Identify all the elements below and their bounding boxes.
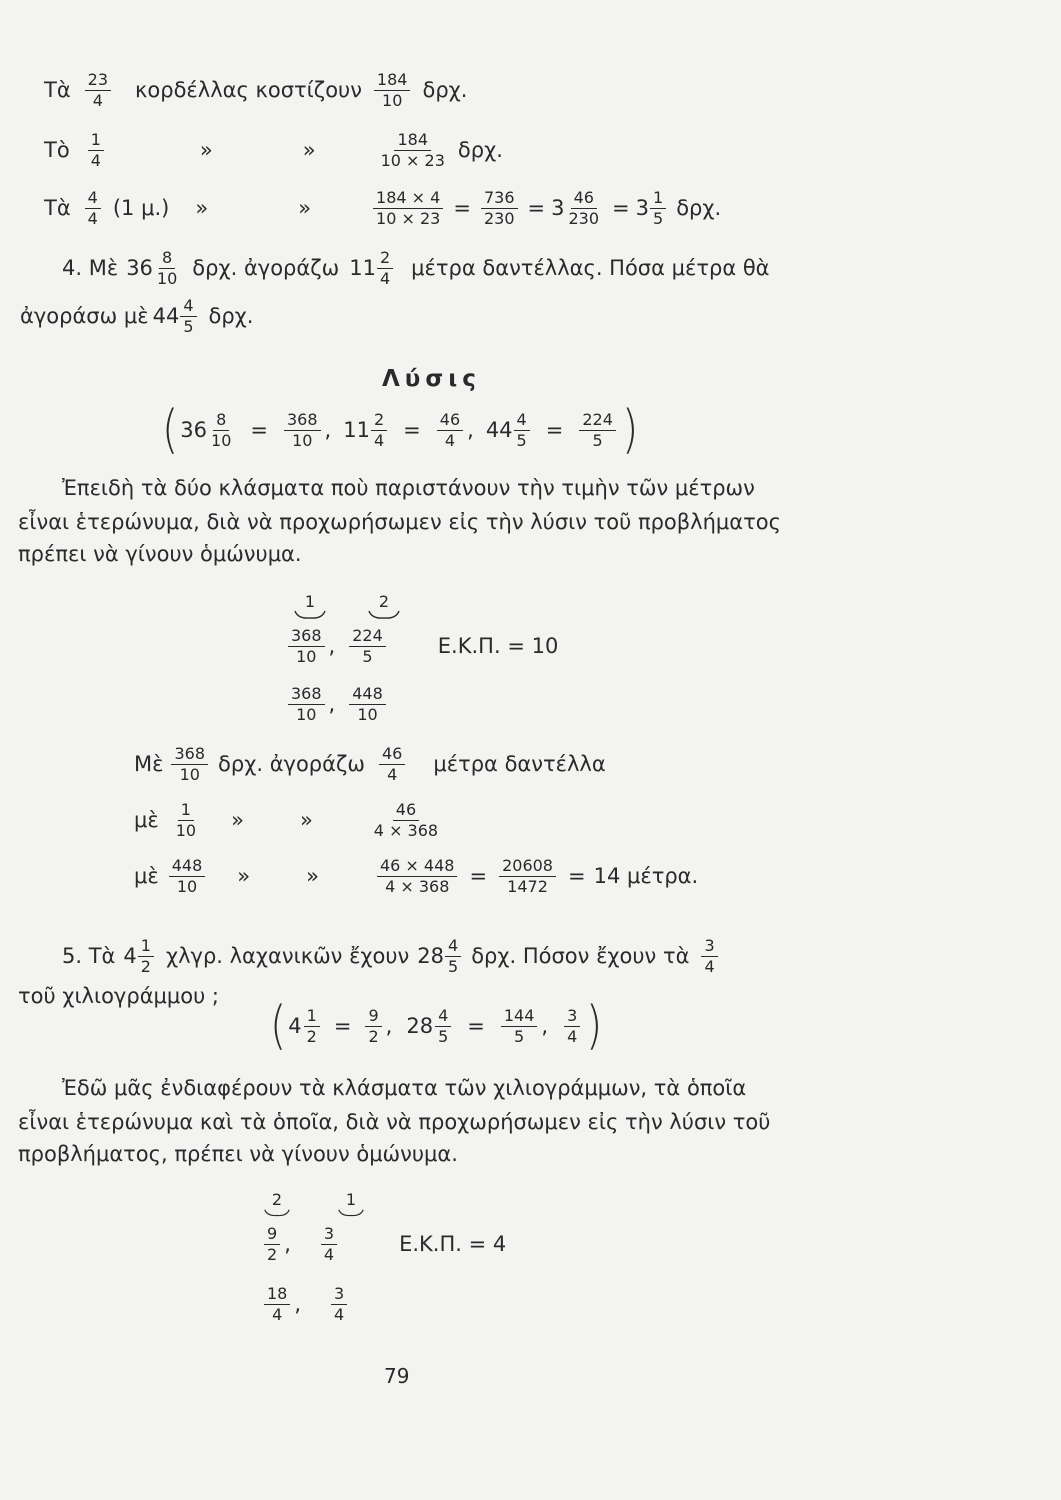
denominator: 2 — [368, 1026, 379, 1046]
multiplier — [290, 594, 330, 620]
equals-sign: = — [567, 864, 586, 888]
equals-sign: = — [469, 864, 488, 888]
numerator: 3 — [331, 1286, 347, 1305]
lcm-label: Ε.Κ.Π. = 10 — [437, 634, 559, 658]
multiplier — [336, 1192, 366, 1218]
step-text: μέτρα δαντέλλα — [433, 752, 606, 776]
whole-part: 44 — [485, 417, 513, 442]
fraction — [564, 1005, 580, 1046]
fraction — [288, 628, 325, 665]
numerator: 1 — [138, 938, 154, 957]
p5-paragraph-line-2 — [18, 1112, 770, 1133]
fraction — [284, 409, 321, 450]
numerator: 18 — [264, 1286, 290, 1305]
ditto-mark: » — [195, 196, 209, 220]
numerator: 1 — [304, 1008, 320, 1027]
whole-part: 36 — [180, 417, 208, 442]
whole-part: 11 — [349, 256, 376, 280]
p4-fractions-a — [284, 628, 558, 665]
ditto-mark: » — [302, 138, 316, 162]
denominator: 10 — [175, 821, 197, 840]
denominator: 5 — [592, 430, 603, 450]
ditto-mark: » — [199, 138, 213, 162]
denominator: 5 — [516, 430, 527, 450]
p3-line-3 — [44, 190, 721, 227]
fraction — [373, 190, 443, 227]
denominator: 10 — [292, 430, 313, 450]
p5-number: 5. Τὰ — [62, 944, 116, 968]
denominator: 10 — [179, 765, 200, 784]
fraction — [173, 802, 199, 839]
paragraph-text: εἶναι ἑτερώνυμα, διὰ νὰ προχωρήσωμεν εἰς τὴν λύσιν τοῦ προβλήματος — [18, 510, 781, 534]
close-paren: ) — [621, 400, 639, 460]
close-paren: ) — [586, 996, 603, 1056]
denominator: 5 — [653, 209, 664, 228]
denominator: 4 — [379, 269, 391, 288]
p3-l3-article: Τὰ — [44, 196, 71, 220]
denominator: 4 — [704, 957, 715, 976]
brace-icon — [264, 1208, 290, 1218]
ditto-mark: » — [231, 808, 244, 832]
open-paren: ( — [162, 400, 179, 460]
numerator: 368 — [288, 686, 325, 705]
fraction — [85, 72, 111, 109]
p5-paragraph-line-3 — [18, 1144, 458, 1165]
fraction — [501, 1005, 538, 1046]
numerator: 4 — [514, 412, 530, 431]
fraction — [650, 190, 666, 227]
p4-paragraph-line-3 — [18, 544, 302, 565]
step-text: Μὲ — [134, 752, 164, 776]
whole-part: 4 — [123, 944, 137, 968]
fraction — [371, 409, 387, 450]
denominator: 1472 — [507, 877, 548, 896]
multiplier — [262, 1192, 292, 1218]
numerator: 736 — [481, 190, 518, 209]
p5-fractions-a — [260, 1226, 506, 1263]
numerator: 2 — [371, 412, 387, 431]
p5-fractions-b — [260, 1286, 351, 1323]
denominator: 5 — [438, 1026, 449, 1046]
fraction — [169, 858, 206, 895]
step-text: μὲ — [134, 808, 159, 832]
denominator: 4 — [567, 1026, 578, 1046]
numerator: 368 — [171, 746, 208, 765]
ditto-mark: » — [306, 864, 319, 888]
numerator: 4 — [180, 298, 196, 317]
whole-part: 44 — [152, 304, 180, 328]
numerator: 46 — [437, 412, 463, 431]
fraction — [349, 686, 386, 723]
ditto-mark: » — [237, 864, 251, 888]
numerator: 23 — [85, 72, 111, 91]
p5-paragraph-line-1 — [62, 1078, 746, 1099]
brace-icon — [338, 1208, 364, 1218]
denominator: 10 × 23 — [376, 209, 441, 228]
page-number: 79 — [384, 1364, 410, 1388]
denominator: 4 — [373, 430, 385, 450]
equals-sign: = — [453, 196, 471, 220]
equals-sign: = — [612, 196, 630, 220]
denominator: 4 — [334, 1305, 345, 1324]
fraction — [499, 858, 556, 895]
fraction — [701, 938, 717, 975]
fraction — [154, 250, 180, 287]
numerator: 8 — [213, 412, 229, 431]
denominator: 230 — [483, 209, 515, 228]
equals-sign: = — [333, 1013, 352, 1038]
p4-question-line-2 — [20, 298, 253, 335]
numerator: 9 — [264, 1226, 280, 1245]
p4-fractions-b — [284, 686, 390, 723]
numerator: 224 — [579, 412, 616, 431]
fraction — [371, 802, 441, 839]
p4-multipliers — [284, 594, 410, 620]
numerator: 46 — [379, 746, 405, 765]
denominator: 10 — [211, 430, 232, 450]
fraction — [565, 190, 602, 227]
denominator: 4 — [323, 1245, 335, 1264]
whole-part: 11 — [343, 417, 370, 442]
denominator: 4 — [87, 209, 98, 228]
numerator: 1 — [88, 132, 104, 151]
fraction — [321, 1226, 337, 1263]
denominator: 10 — [296, 647, 317, 666]
ditto-mark: » — [298, 196, 312, 220]
paragraph-text: εἶναι ἑτερώνυμα καὶ τὰ ὁποῖα, διὰ νὰ προχωρήσωμεν εἰς τὴν λύσιν τοῦ — [18, 1110, 771, 1134]
p4-number: 4. Μὲ — [62, 256, 119, 280]
numerator: 46 — [393, 802, 419, 821]
comma: , — [328, 692, 336, 716]
fraction — [579, 409, 616, 450]
fraction — [208, 409, 234, 450]
numerator: 368 — [288, 628, 325, 647]
numerator: 3 — [321, 1226, 337, 1245]
denominator: 10 — [176, 877, 198, 896]
denominator: 4 — [387, 765, 398, 784]
p3-l1-text: κορδέλλας κοστίζουν — [135, 78, 362, 102]
p5-text: δρχ. Πόσον ἔχουν τὰ — [471, 944, 690, 968]
p4-text: δρχ. ἀγοράζω — [192, 256, 340, 280]
whole-part: 28 — [406, 1013, 434, 1038]
p3-l1-article: Τὰ — [44, 78, 71, 102]
numerator: 4 — [435, 1008, 451, 1027]
numerator: 448 — [349, 686, 386, 705]
comma: , — [328, 634, 336, 658]
unit-paren: (1 μ.) — [112, 196, 170, 220]
fraction — [445, 938, 461, 975]
unit: δρχ. — [676, 196, 722, 220]
numerator: 4 — [445, 938, 461, 957]
numerator: 9 — [365, 1008, 381, 1027]
fraction — [85, 190, 101, 227]
whole-part: 3 — [635, 196, 650, 220]
numerator: 448 — [169, 858, 206, 877]
fraction — [377, 250, 393, 287]
numerator: 144 — [501, 1008, 538, 1027]
brace-icon — [294, 610, 326, 620]
numerator: 46 × 448 — [377, 858, 457, 877]
denominator: 5 — [514, 1026, 525, 1046]
denominator: 10 — [156, 269, 178, 288]
p3-l2-article: Τὸ — [44, 138, 70, 162]
paragraph-text: Ἐπειδὴ τὰ δύο κλάσματα ποὺ παριστάνουν τὴν τιμὴν τῶν μέτρων — [62, 476, 755, 500]
equals-sign: = — [250, 417, 268, 442]
brace-icon — [368, 610, 400, 620]
p4-conversion — [160, 400, 640, 460]
equals-sign: = — [403, 417, 421, 442]
fraction — [435, 1005, 451, 1046]
fraction — [379, 746, 405, 783]
multiplier-value: 1 — [304, 592, 316, 611]
numerator: 46 — [571, 190, 597, 209]
fraction — [88, 132, 104, 169]
step-text: δρχ. ἀγοράζω — [218, 752, 365, 776]
numerator: 8 — [159, 250, 175, 269]
whole-part: 36 — [126, 256, 153, 280]
numerator: 1 — [650, 190, 666, 209]
open-paren: ( — [270, 996, 287, 1056]
denominator: 5 — [183, 317, 194, 336]
p4-step-3 — [134, 858, 698, 895]
denominator: 4 — [90, 151, 101, 170]
numerator: 1 — [178, 802, 194, 821]
denominator: 230 — [568, 209, 600, 228]
fraction — [304, 1005, 320, 1046]
fraction — [288, 686, 325, 723]
fraction — [365, 1005, 381, 1046]
unit: δρχ. — [422, 78, 468, 102]
fraction — [374, 72, 411, 109]
numerator: 2 — [377, 250, 393, 269]
comma: , — [541, 1013, 549, 1038]
numerator: 368 — [284, 412, 321, 431]
comma: , — [385, 1013, 393, 1038]
denominator: 10 — [357, 705, 378, 724]
fraction — [264, 1286, 290, 1323]
whole-part: 28 — [417, 944, 445, 968]
fraction — [514, 409, 530, 450]
fraction — [481, 190, 518, 227]
multiplier-value: 2 — [378, 592, 390, 611]
fraction — [331, 1286, 347, 1323]
denominator: 2 — [306, 1026, 317, 1046]
page-number-row — [384, 1366, 409, 1386]
multiplier-value: 2 — [271, 1190, 283, 1209]
paragraph-text: πρέπει νὰ γίνουν ὁμώνυμα. — [18, 542, 302, 566]
numerator: 3 — [564, 1008, 580, 1027]
result-text: 14 μέτρα. — [593, 864, 699, 888]
denominator: 4 — [444, 430, 456, 450]
p5-multipliers — [256, 1192, 372, 1218]
denominator: 10 × 23 — [380, 151, 445, 170]
p4-text: μέτρα δαντέλλας. Πόσα μέτρα θὰ — [411, 256, 770, 280]
p5-text: χλγρ. λαχανικῶν ἔχουν — [165, 944, 410, 968]
solution-title-row — [382, 368, 481, 391]
denominator: 4 — [272, 1305, 283, 1324]
p3-line-1 — [44, 72, 467, 109]
equals-sign: = — [467, 1013, 485, 1038]
fraction — [378, 132, 448, 169]
denominator: 4 × 368 — [373, 821, 439, 840]
p4-paragraph-line-1 — [62, 478, 755, 499]
equals-sign: = — [527, 196, 546, 220]
fraction — [377, 858, 457, 895]
unit: δρχ. — [457, 138, 503, 162]
numerator: 184 — [394, 132, 431, 151]
numerator: 4 — [85, 190, 101, 209]
fraction — [349, 628, 386, 665]
unit: δρχ. — [208, 304, 254, 328]
lcm-label: Ε.Κ.Π. = 4 — [399, 1232, 507, 1256]
comma: , — [294, 1292, 302, 1316]
denominator: 10 — [382, 91, 403, 110]
p4-step-1 — [134, 746, 606, 783]
numerator: 3 — [701, 938, 717, 957]
fraction — [171, 746, 208, 783]
p5-question-line-1 — [62, 938, 722, 975]
p3-line-2 — [44, 132, 503, 169]
whole-part: 4 — [288, 1013, 302, 1038]
denominator: 10 — [296, 705, 317, 724]
numerator: 20608 — [499, 858, 556, 877]
fraction — [437, 409, 463, 450]
comma: , — [467, 417, 474, 442]
equals-sign: = — [545, 417, 564, 442]
denominator: 4 — [92, 91, 103, 110]
paragraph-text: Ἐδῶ μᾶς ἐνδιαφέρουν τὰ κλάσματα τῶν χιλιογράμμων, τὰ ὁποῖα — [62, 1076, 747, 1100]
p5-question-line-2 — [18, 986, 219, 1007]
ditto-mark: » — [299, 808, 313, 832]
fraction — [138, 938, 154, 975]
fraction — [180, 298, 196, 335]
denominator: 5 — [362, 647, 373, 666]
comma: , — [284, 1232, 291, 1256]
p4-step-2 — [134, 802, 445, 839]
comma: , — [324, 417, 332, 442]
denominator: 2 — [140, 957, 151, 976]
multiplier — [364, 594, 404, 620]
p4-paragraph-line-2 — [18, 512, 781, 533]
solution-title: Λύσις — [382, 366, 481, 392]
step-text: μὲ — [134, 864, 159, 888]
denominator: 2 — [267, 1245, 278, 1264]
p5-conversion — [268, 996, 605, 1056]
fraction — [264, 1226, 280, 1263]
numerator: 184 × 4 — [373, 190, 443, 209]
paragraph-text: προβλήματος, πρέπει νὰ γίνουν ὁμώνυμα. — [18, 1142, 458, 1166]
p4-question-line-1 — [62, 250, 770, 287]
p5-text: τοῦ χιλιογράμμου ; — [18, 984, 220, 1008]
p4-text: ἀγοράσω μὲ — [20, 304, 149, 328]
denominator: 4 × 368 — [385, 877, 450, 896]
numerator: 184 — [374, 72, 411, 91]
multiplier-value: 1 — [345, 1190, 357, 1209]
numerator: 224 — [349, 628, 386, 647]
denominator: 5 — [448, 957, 459, 976]
whole-part: 3 — [551, 196, 565, 220]
